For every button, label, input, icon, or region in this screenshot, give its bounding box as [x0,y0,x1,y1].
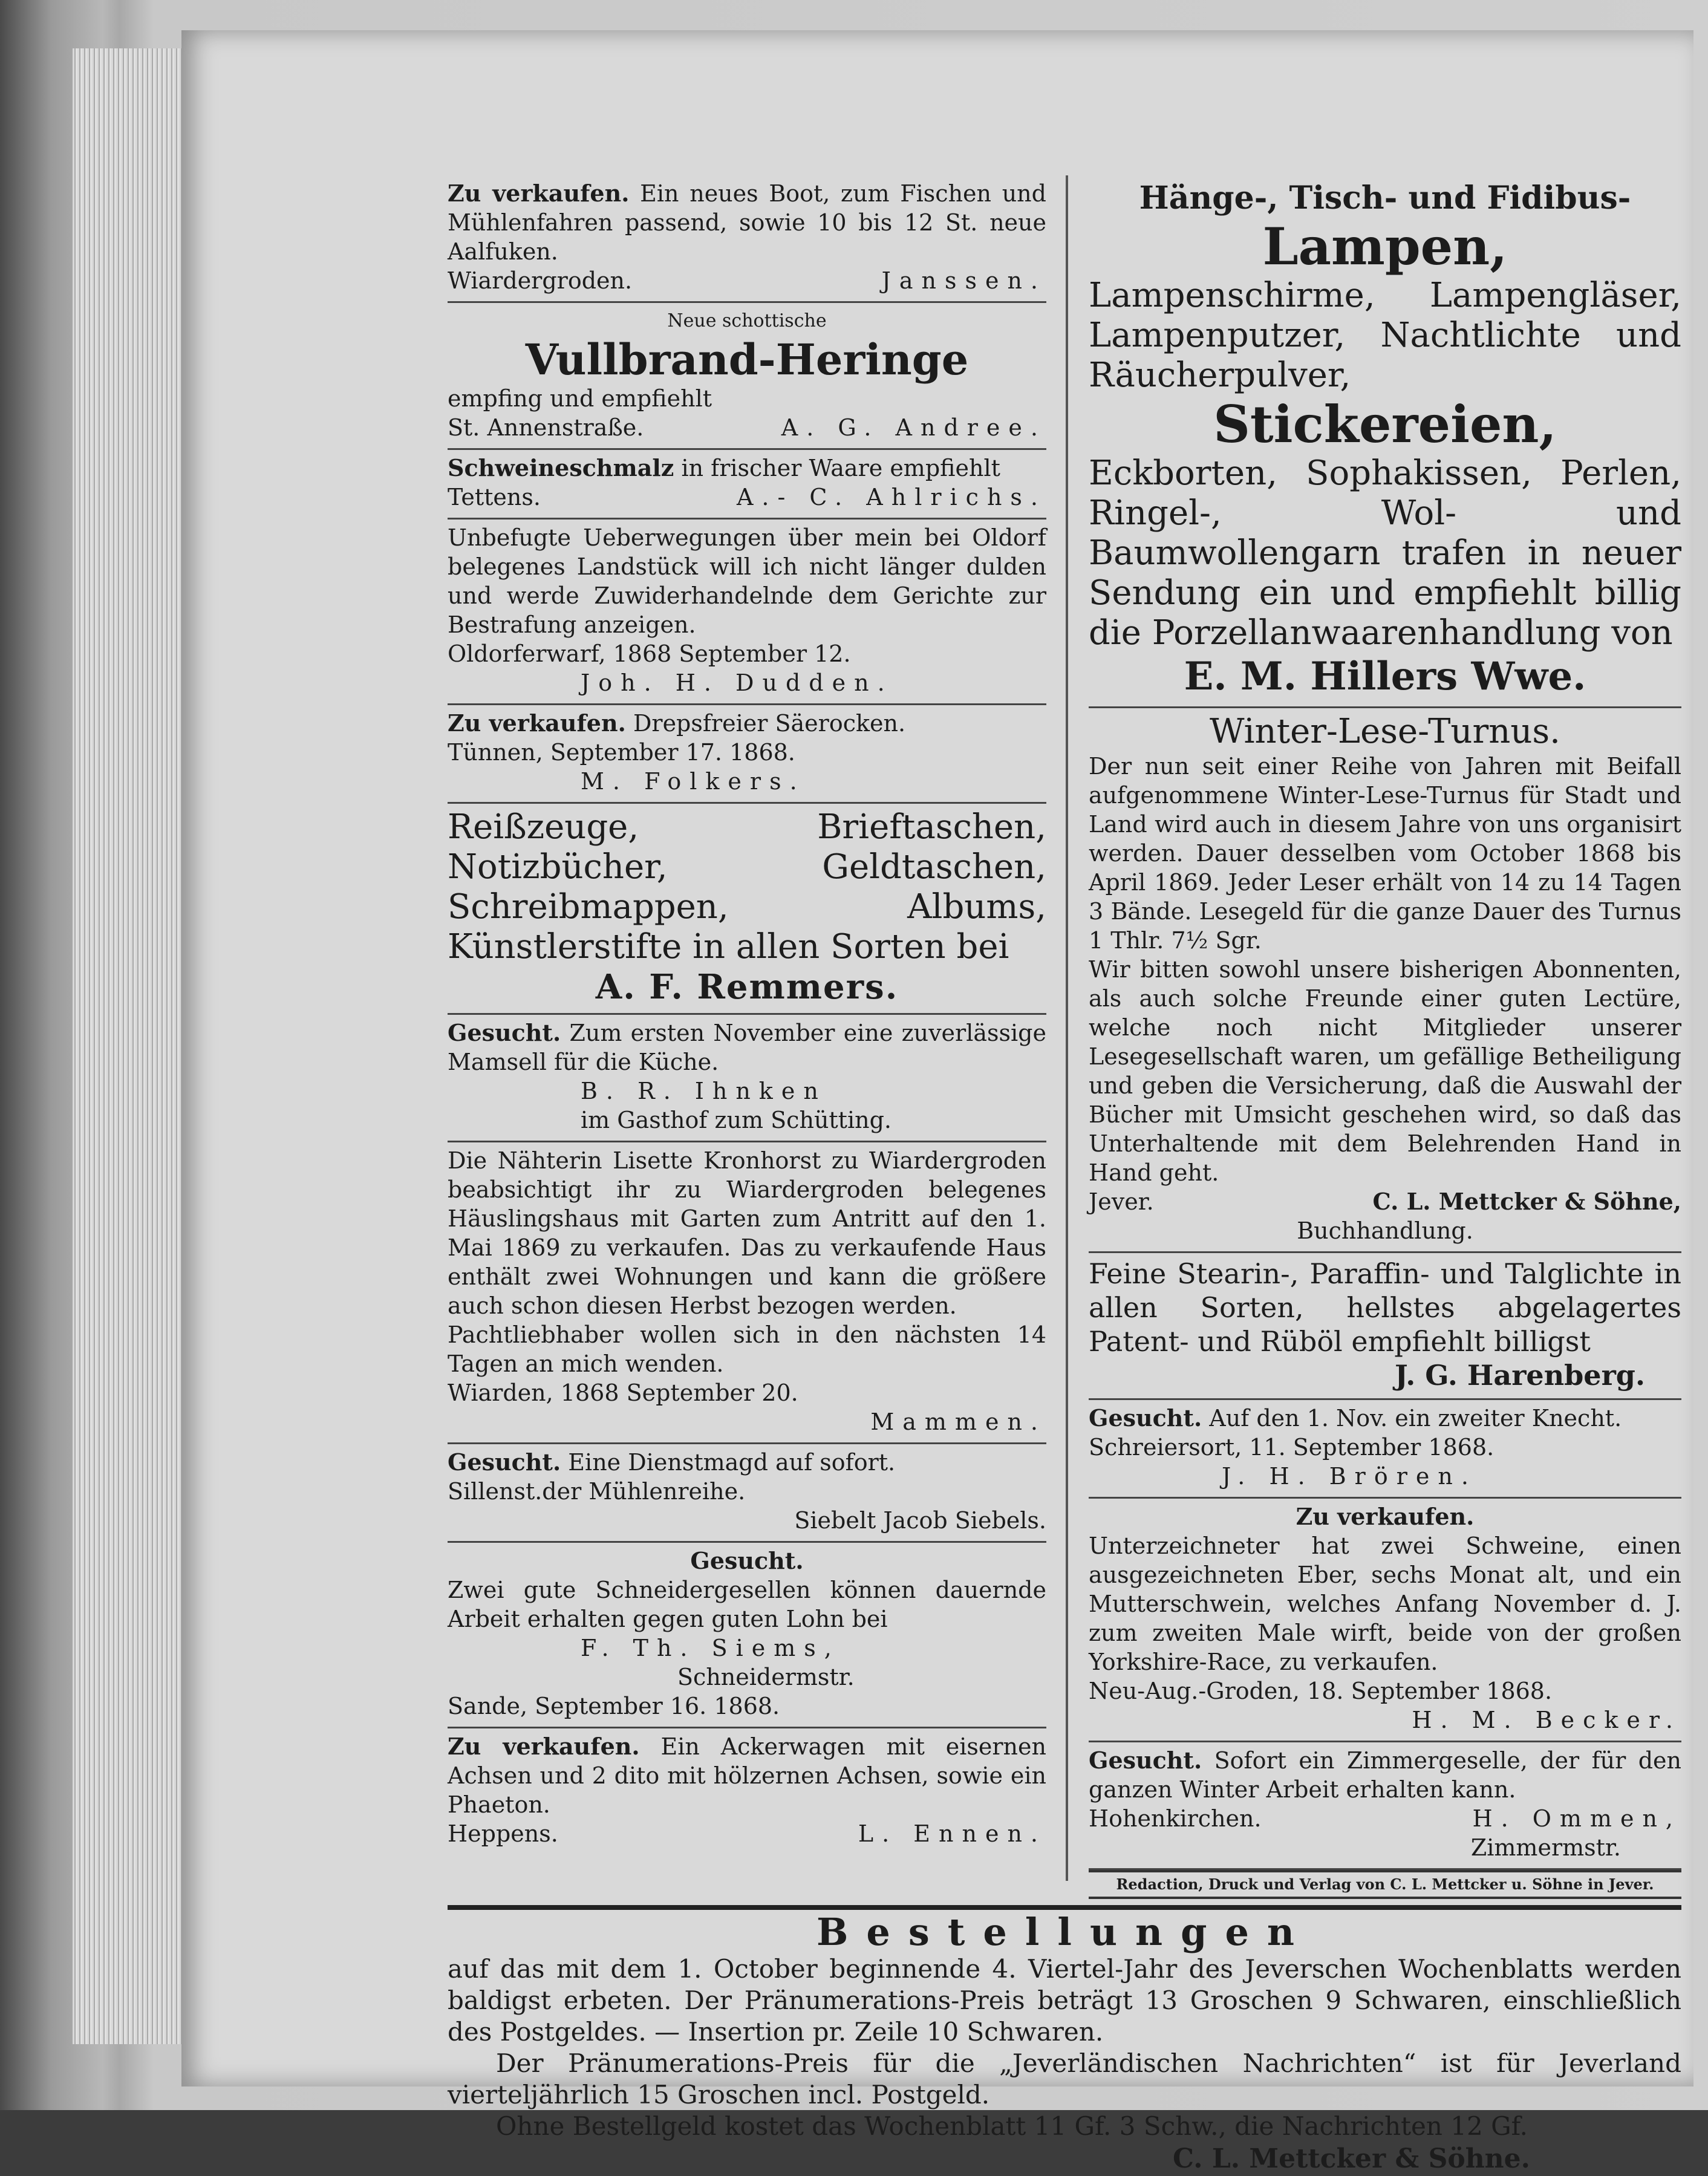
ad-boot [448,175,1046,303]
ad-headline-lampen: Lampen, [1262,217,1508,276]
ad-haeuslingshaus [448,1142,1046,1444]
ad-mamsell [448,1015,1046,1142]
ad-headline-stickereien: Stickereien, [1213,394,1557,454]
ad-date: Tünnen, September 17. 1868. [448,739,795,766]
ad-place: Tettens. [448,484,541,510]
ad-stearin [1089,1253,1681,1400]
ad-headline: Vullbrand-Heringe [525,334,969,385]
ad-date: Wiarden, 1868 September 20. [448,1380,798,1406]
ad-remmers [448,804,1046,1015]
ad-signature: A. G. Andree. [781,414,1046,441]
ad-ackerwagen [448,1728,1046,1854]
ad-text: empfing und empfiehlt [448,385,712,412]
ad-line-1: Hänge-, Tisch- und Fidibus- [1139,180,1631,217]
ad-text: Unbefugte Ueberwegungen über mein bei Oldorf belegenes Landstück will ich nicht länger dulden und werde Zuwiderhandelnde dem Gerichte zur Bestrafung anzeigen. [448,524,1046,638]
orders-notice [448,1911,1681,2176]
left-column [448,175,1046,1854]
ad-line-3: Lampenschirme, Lampengläser, Lampenputzer, Nachtlichte und Räucherpulver, [1089,276,1681,395]
ad-knecht [1089,1400,1681,1499]
ad-subline: Zimmermstr. [1470,1834,1621,1861]
book-page-edges [73,48,194,2044]
ad-headline: Winter-Lese-Turnus. [1210,712,1560,751]
ad-date: Sande, September 16. 1868. [448,1693,780,1719]
ad-place: Heppens. [448,1820,558,1847]
orders-title: Bestellungen [817,1910,1312,1954]
ad-place: Jever. [1089,1188,1154,1215]
ad-signature: Joh. H. Dudden. [581,669,893,696]
ad-zimmergeselle [1089,1742,1681,1870]
ad-text: Zum ersten November eine zuverlässige Mamsell für die Küche. [448,1020,1046,1075]
ad-subline: Schneidermstr. [677,1664,855,1690]
imprint-line: Redaction, Druck und Verlag von C. L. Mettcker u. Söhne in Jever. [1089,1870,1681,1899]
ad-signature: H. M. Becker. [1412,1707,1681,1733]
orders-text-3: Ohne Bestellgeld kostet das Wochenblatt 11 Gf. 3 Schw., die Nachrichten 12 Gf. [496,2111,1528,2141]
ad-head: Gesucht. [690,1547,804,1574]
ad-head: Schweineschmalz [448,454,674,481]
ad-signature: C. L. Mettcker & Söhne, [1372,1188,1681,1215]
ad-text: Der nun seit einer Reihe von Jahren mit Beifall aufgenommene Winter-Lese-Turnus für Stadt und Land wird auch in diesem Jahre von uns organisirt werden. Dauer desselben vom October 1868 bis April 1869. Jeder Leser erhält von 14 zu 14 Tagen 3 Bände. Lesegeld für die ganze Dauer des Turnus 1 Thlr. 7½ Sgr. [1089,753,1681,954]
ad-text: Auf den 1. Nov. ein zweiter Knecht. [1209,1405,1622,1432]
ad-signature: J. H. Brören. [1222,1463,1477,1490]
ad-signature: Mammen. [870,1409,1046,1435]
ad-head: Zu verkaufen. [1296,1503,1475,1530]
ad-date: Oldorferwarf, 1868 September 12. [448,640,851,667]
right-column [1089,175,1681,1899]
ad-signature: H. Ommen, [1472,1805,1681,1832]
ad-date: Neu-Aug.-Groden, 18. September 1868. [1089,1678,1553,1704]
ad-lampen [1089,175,1681,708]
ad-pre: Neue schottische [667,310,827,331]
ad-subline: Buchhandlung. [1297,1217,1473,1244]
ad-signature: E. M. Hillers Wwe. [1184,654,1586,699]
ad-text: Feine Stearin-, Paraffin- und Talglichte in allen Sorten, hellstes abgelagertes Patent- und Rüböl empfiehlt billigst [1089,1257,1681,1358]
ad-landstueck [448,520,1046,705]
ad-text: Eine Dienstmagd auf sofort. [568,1449,896,1476]
orders-text-2: Der Pränumerations-Preis für die „Jeverländischen Nachrichten“ ist für Jeverland vierteljährlich 15 Groschen incl. Postgeld. [448,2048,1681,2109]
ad-head: Gesucht. [1089,1747,1202,1774]
ad-text: Ein Ackerwagen mit eisernen Achsen und 2 dito mit hölzernen Achsen, sowie ein Phaeton. [448,1733,1046,1818]
ad-schweine [1089,1499,1681,1742]
ad-place: Hohenkirchen. [1089,1805,1262,1832]
ad-line-5: Eckborten, Sophakissen, Perlen, Ringel-, Wol- und Baumwollengarn trafen in neuer Sendung ein und empfiehlt billig die Porzellanwaarenhandlung von [1089,454,1681,653]
ad-head: Zu verkaufen. [448,709,626,737]
ad-lese-turnus [1089,708,1681,1253]
ad-signature: B. R. Ihnken [581,1078,827,1104]
ad-signature: J. G. Harenberg. [1395,1359,1645,1392]
ad-text: Zwei gute Schneidergesellen können dauernde Arbeit erhalten gegen guten Lohn bei [448,1577,1046,1632]
ad-heringe [448,303,1046,450]
ad-place: Wiardergroden. [448,267,633,294]
ad-head: Gesucht. [448,1448,561,1476]
ad-place: St. Annenstraße. [448,414,644,441]
ad-signature: F. Th. Siems, [581,1635,840,1661]
ad-text-2: Wir bitten sowohl unsere bisherigen Abonnenten, als auch solche Freunde einer guten Lectüre, welche noch nicht Mitglieder unserer Lesegesellschaft waren, um gefällige Betheiligung und geben die Versicherung, daß die Auswahl der Bücher mit Umsicht geschehen wird, so daß das Unterhaltende mit dem Belehrenden Hand in Hand geht. [1089,956,1681,1186]
orders-signature: C. L. Mettcker & Söhne. [1172,2143,1530,2174]
ad-date: Schreiersort, 11. September 1868. [1089,1434,1494,1461]
ad-saerocken [448,705,1046,804]
ad-schweineschmalz [448,450,1046,520]
ad-text: Drepsfreier Säerocken. [633,710,906,737]
ad-signature: A.- C. Ahlrichs. [736,484,1046,510]
ad-place: Sillenst.der Mühlenreihe. [448,1478,746,1505]
ad-dienstmagd [448,1444,1046,1543]
ad-subline: im Gasthof zum Schütting. [581,1107,891,1133]
ad-text: Unterzeichneter hat zwei Schweine, einen ausgezeichneten Eber, sechs Monat alt, und ein Mutterschwein, welches Anfang November d. J. zum zweiten Male wirft, beide von der großen Yorkshire-Race, zu verkaufen. [1089,1533,1681,1675]
ad-text: in frischer Waare empfiehlt [681,455,1000,481]
ad-signature: Janssen. [881,267,1046,294]
ad-head: Gesucht. [1089,1404,1202,1432]
ad-signature: L. Ennen. [858,1820,1046,1847]
ad-head: Zu verkaufen. [448,1733,640,1760]
ad-schneidergesellen [448,1543,1046,1728]
orders-text-1: auf das mit dem 1. October beginnende 4. Viertel-Jahr des Jeverschen Wochenblatts werden baldigst erbeten. Der Pränumerations-Preis beträgt 13 Groschen 9 Schwaren, einschließlich des Postgeldes. — Insertion pr. Zeile 10 Schwaren. [448,1954,1681,2047]
orders-rule [448,1905,1681,1910]
ad-text: Reißzeuge, Brieftaschen, Notizbücher, Geldtaschen, Schreibmappen, Albums, Künstlerstifte in allen Sorten bei [448,807,1046,966]
ad-signature: A. F. Remmers. [595,967,899,1007]
ad-text: Die Nähterin Lisette Kronhorst zu Wiardergroden beabsichtigt ihr zu Wiardergroden belegenes Häuslingshaus mit Garten zum Antritt auf den 1. Mai 1869 zu verkaufen. Das zu verkaufende Haus enthält zwei Wohnungen und kann die größere auch schon diesen Herbst bezogen werden. [448,1147,1046,1319]
ad-text-2: Pachtliebhaber wollen sich in den nächsten 14 Tagen an mich wenden. [448,1321,1046,1377]
ad-head: Gesucht. [448,1019,561,1046]
column-divider [1066,175,1068,1881]
ad-head: Zu verkaufen. [448,180,630,207]
ad-signature: M. Folkers. [581,768,806,795]
ad-text: Sofort ein Zimmergeselle, der für den ganzen Winter Arbeit erhalten kann. [1089,1747,1681,1803]
ad-signature: Siebelt Jacob Siebels. [794,1507,1046,1534]
ad-text: Ein neues Boot, zum Fischen und Mühlenfahren passend, sowie 10 bis 12 St. neue Aalfuken. [448,180,1046,265]
